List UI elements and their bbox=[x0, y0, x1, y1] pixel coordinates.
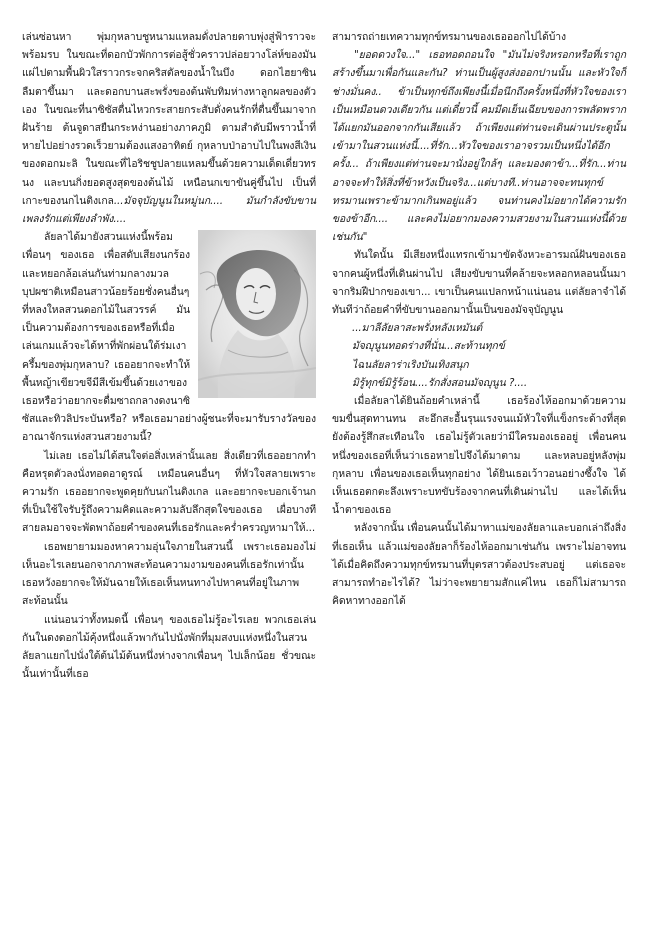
right-column bbox=[332, 28, 626, 906]
text-columns bbox=[22, 28, 626, 906]
left-paragraph-4: เธอพยายามมองหาความอุ่นใจภายในสวนนี้ เพราะเธอมองไม่เห็นอะไรเลยนอกจากภาพสะท้อนความงามของคนที่เธอรักเท่านั้น เธอหวังอยากจะให้มันฉายให้เธอเห็นหนทางไปหาคนที่อยู่ในภาพสะท้อนนั้น bbox=[22, 540, 316, 608]
right-paragraph-2: ทันใดนั้น มีเสียงหนึ่งแทรกเข้ามาขัดจังหวะอารมณ์ฝันของเธอ จากคนผู้หนึ่งที่เดินผ่านไป เสียงขับขานที่คล้ายจะหลอกหลอนนั้นมาจากริมฝีปากของเขา... เขาเป็นคนแปลกหน้าแน่นอน แต่ลัยลาจำได้ทันทีว่าถ้อยคำที่ขับขานออกมานั้นเป็นของมัจจุบัญนูน bbox=[332, 249, 626, 317]
left-column bbox=[22, 28, 316, 906]
left-paragraph-5: แน่นอนว่าทั้งหมดนี้ เพื่อนๆ ของเธอไม่รู้อะไรเลย พวกเธอเล่นกันในดงดอกไม้คุ้งหนึ่งแล้วพากันไปนั่งพักที่มุมสงบแห่งหนึ่งในสวน ลัยลาแยกไปนั่งใต้ต้นไม้ต้นหนึ่งห่างจากเพื่อนๆ ไปเล็กน้อย ชั่วขณะนั้นเท่านั้นที่เธอ bbox=[22, 613, 316, 681]
illustration bbox=[198, 230, 316, 398]
right-paragraph-4: หลังจากนั้น เพื่อนคนนั้นได้มาหาแม่ของลัยลาและบอกเล่าถึงสิ่งที่เธอเห็น แล้วแม่ของลัยลาก็ร้องไห้ออกมาเช่นกัน เพราะไม่อาจทนได้เมื่อคิดถึงความทุกข์ทรมานที่บุตรสาวต้องประสบอยู่ แต่เธอจะสามารถทำอะไรได้? ไม่ว่าจะพยายามสักแค่ไหน เธอก็ไม่สามารถคิดหาทางออกได้ bbox=[332, 522, 626, 608]
sketch-portrait-woman-icon bbox=[198, 230, 316, 398]
right-quote-1: "ยอดดวงใจ..." เธอทอดถอนใจ "มันไม่จริงหรอกหรือที่เราถูกสร้างขึ้นมาเพื่อกันและกัน? ท่านเป็นผู้สูงส่งออกปานนั้น และหัวใจก็ช่างมั่นคง.. ข้าเป็นทุกข์ถึงเพียงนี้เมื่อนึกถึงครั้งหนึ่งที่หัวใจของเราเป็นเหมือนดวงเดียวกัน แต่เดี๋ยวนี้ คมมีดเย็นเฉียบของการพลัดพรากได้แยกมันออกจากกันเสียแล้ว ถ้าเพียงแต่ท่านจะเดินผ่านประตูนั้นเข้ามาในสวนแห่งนี้....ที่รัก...หัวใจของเราอาจรวมเป็นหนึ่งได้อีกครั้ง... ถ้าเพียงแต่ท่านจะมานั่งอยู่ใกล้ๆ และมองตาข้า...ที่รัก...ท่านอาจจะทำให้สิ่งที่ข้าหวังเป็นจริง...แต่บางที..ท่านอาจจะทนทุกข์ทรมานเพราะข้ามากเกินพอยู่แล้ว จนท่านคงไม่อยากได้ความรักของข้าอีก.... และคงไม่อยากมองความสวยงามในสวนแห่งนี้ด้วยเช่นกัน" bbox=[332, 49, 626, 244]
poem-line-2: มัจญุนูนทอดร่างที่นั่น...สะท้านทุกข์ bbox=[352, 340, 505, 353]
poem-line-4: มิรู้ทุกข์มิรู้ร้อน....รักสั่งสอนมัจญุนูน ?.... bbox=[352, 376, 528, 389]
left-paragraph-2: ลัยลาได้มายังสวนแห่งนี้พร้อมเพื่อนๆ ของเธอ เพื่อสดับเสียงนกร้องและหยอกล้อเล่นกันท่ามกลางมวลบุปผชาติเหมือนสาวน้อยร้อยชั่งคนอื่นๆ ที่หลงใหลสวนดอกไม้ในสวรรค์ มันเป็นความต้องการของเธอหรือที่เมื่อเล่นเกมแล้วจะได้หาที่พักผ่อนใต้ร่มเงาครึ้มของพุ่มกุหลาบ? เธออยากจะทำให้พื้นหญ้าเขียวขจีมีสีเข้มขึ้นด้วยเงาของเธอหรือว่าอยากจะดื่มซาถกลางดงนาซิซัสและทิวลิประบันหรือ? หรือเธอมาอย่างผู้ชนะที่จะมารับรางวัลของอาณาจักรแห่งสวนสวยงามนี้? bbox=[22, 231, 316, 444]
left-p1-text: เล่นซ่อนหา พุ่มกุหลาบชูหนามแหลมดั่งปลายดาบพุ่งสู่ฟ้าราวจะพร้อมรบ ในขณะที่ดอกบัวพักการต่อสู้ชั่วคราวปล่อยวางโล่ห์ของมันแผ่ไปตามพื้นผิวใสราวกระจกคริสตัลของน้ำในบึง ดอกไฮยาซินลืมตาขึ้นมา และดอกบานสะพรั่งของต้นพับทิมห่างหาลูกผลของตัวเอง ในขณะที่นาซิซัสตื่นไหวกระสายกระสับดั่งคนรักที่ตื่นขึ้นมาจากฝันร้าย ต้นจูดาสยืนกระหง่านอย่างภาคภูมิ ตามสำดับมีพราวน้ำที่หายไปอย่างรวดเร็วยามต้องแสงอาทิตย์ กุหลาบป่าอาบไปในพงสีเงินของดอกมะลิ ในขณะที่ไอริชชูปลายแหลมขึ้นด้วยความเด็ดเดี่ยวทรนง และบนกิ่งยอดสูงสุดของต้นไม้ เหนือนกเขาขันคู่ขึ้นไป เป็นที่เกาะของนกไนติงเกล bbox=[22, 31, 316, 207]
poem-block bbox=[332, 319, 626, 392]
poem-line-3: ไฉนลัยลาร่าเริงบันเทิงสนุก bbox=[352, 358, 469, 371]
right-paragraph-1: สามารถถ่ายเทความทุกข์ทรมานของเธอออกไปได้บ้าง bbox=[332, 31, 566, 43]
left-p1-italic: ...มัจจุบัญนูนในหมู่นก.... มันกำลังขับขานเพลงรักแต่เพียงลำพัง.... bbox=[22, 194, 316, 226]
left-paragraph-3: ไม่เลย เธอไม่ได้สนใจต่อสิ่งเหล่านั้นเลย สิ่งเดียวที่เธออยากทำ คือหรุดตัวลงนั่งทอดอาดูรณ์ เหมือนคนอื่นๆ ที่หัวใจสลายเพราะความรัก เธออยากจะพูดคุยกับนกไนติงเกล และอยากจะบอกเจ้านกที่เป็นใช้ใจรับรู้ถึงความคิดและความลับลึกสุดใจของเธอ เผื่อบางทีสายลมอาจจะพัดพาถ้อยคำของคนที่เธอรักและคร่ำครวญหามาให้... bbox=[22, 449, 316, 535]
poem-line-1: ...มาลีลัยลาสะพรั่งหลังเหมันต์ bbox=[352, 322, 483, 335]
left-paragraph-1 bbox=[22, 28, 316, 228]
right-paragraph-3: เมื่อลัยลาได้ยินถ้อยคำเหล่านี้ เธอร้องไห้ออกมาด้วยความขมขื่นสุดทานทน สะอึกสะอื้นรุนแรงจนแม้หัวใจที่แข็งกระด้างที่สุดยังต้องรู้สึกสะเทือนใจ เธอไม่รู้ตัวเลยว่ามีใครมองเธออยู่ เพื่อนคนหนึ่งของเธอที่เห็นว่าเธอหายไปจึงได้มาตาม และหลบอยู่หลังพุ่มกุหลาบ เพื่อนของเธอเห็นทุกอย่าง ได้ยินเธอเว้าวอนอย่างซึ้งใจ ได้เห็นเธอตกตะลึงเพราะบทขับร้องจากคนที่เดินผ่านไป และได้เห็นน้ำตาของเธอ bbox=[332, 395, 626, 517]
